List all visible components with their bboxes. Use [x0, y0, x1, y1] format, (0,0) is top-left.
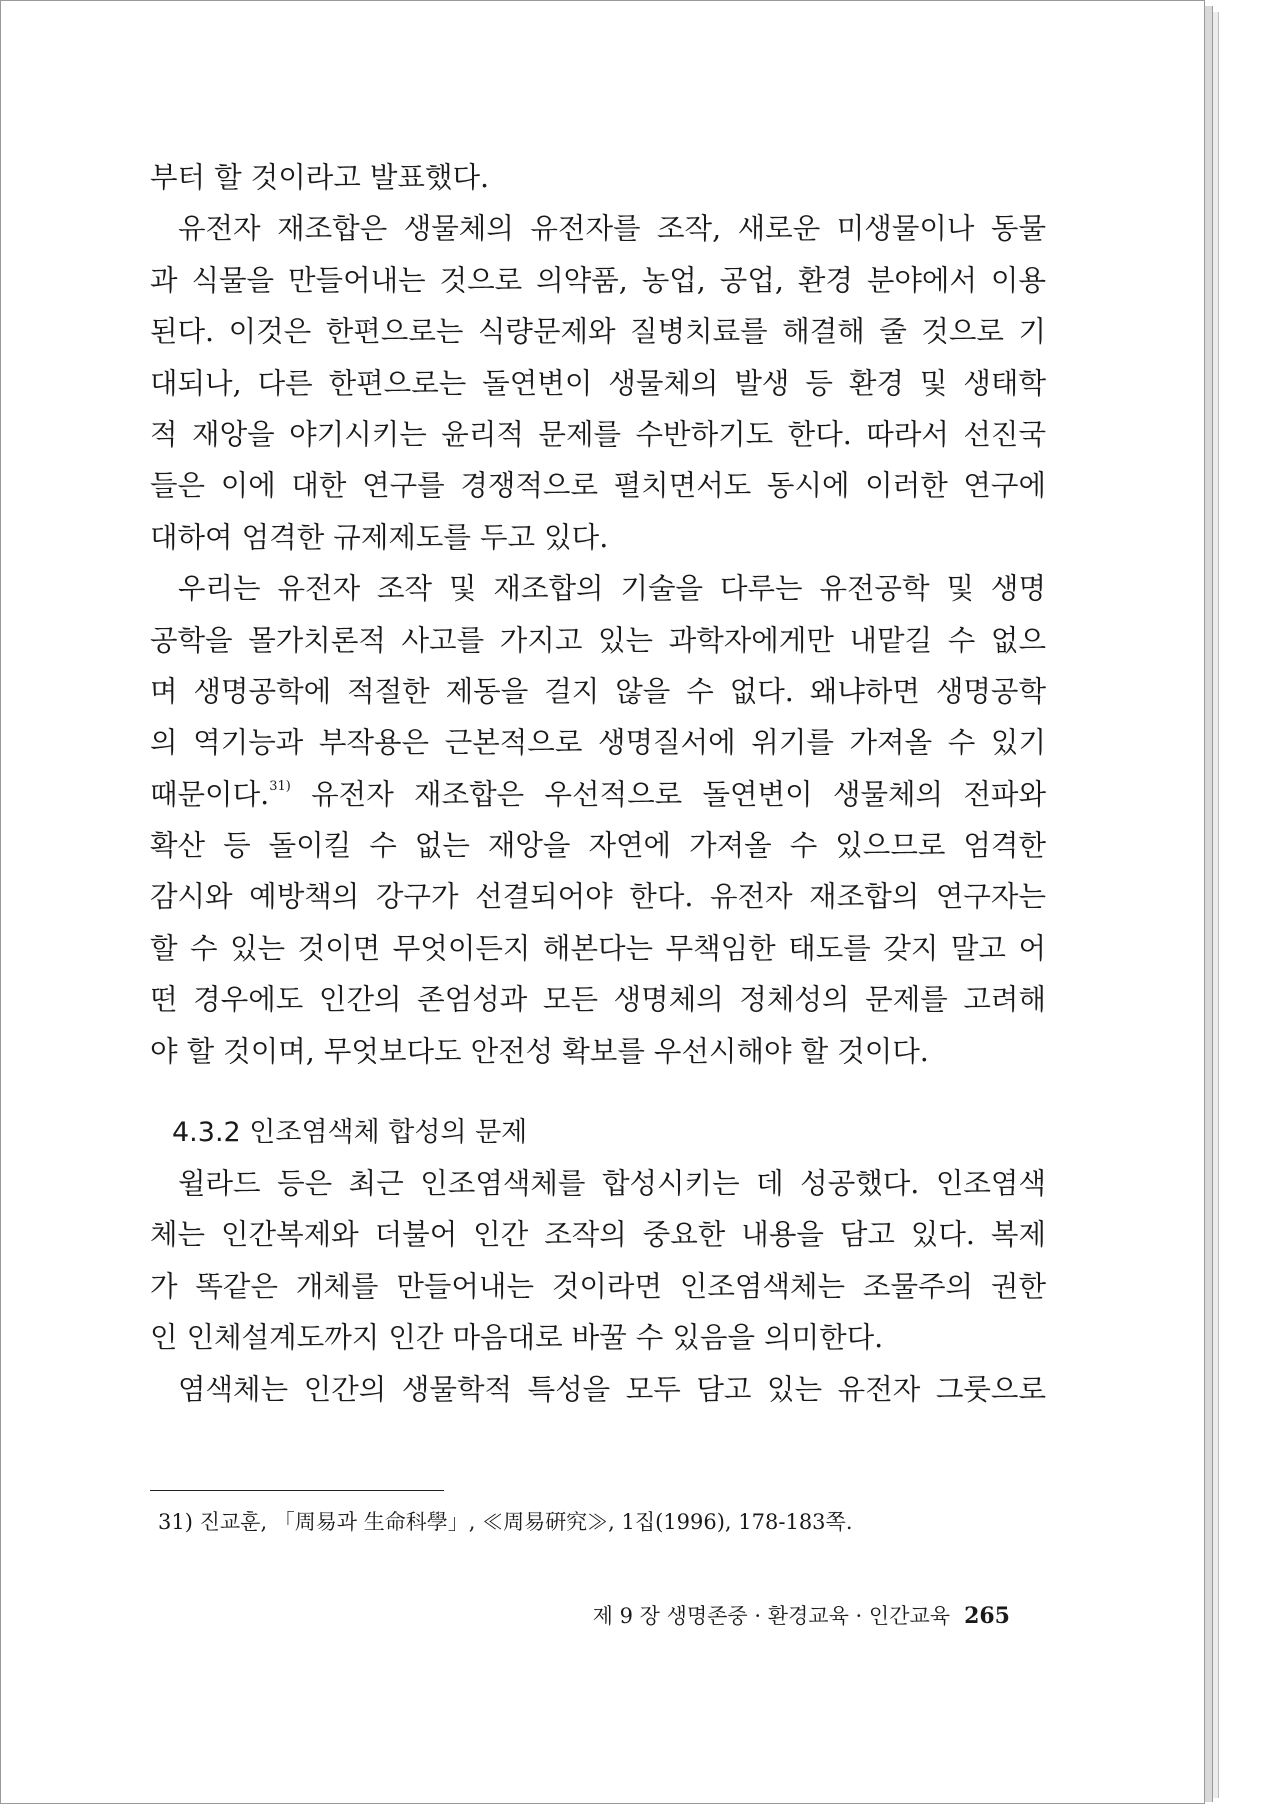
text-line: 할 수 있는 것이면 무엇이든지 해본다는 무책임한 태도를 갖지 말고 어 — [150, 931, 1046, 965]
text-line: 체는 인간복제와 더불어 인간 조작의 중요한 내용을 담고 있다. 복제 — [150, 1218, 1046, 1252]
text-line: 들은 이에 대한 연구를 경쟁적으로 펼치면서도 동시에 이러한 연구에 — [150, 469, 1046, 503]
page-number: 265 — [964, 1603, 1010, 1629]
page-edge-back — [1213, 12, 1219, 1798]
text-line: 적 재앙을 야기시키는 윤리적 문제를 수반하기도 한다. 따라서 선진국 — [150, 417, 1046, 451]
footnote-divider — [150, 1490, 444, 1491]
text-line: 부터 할 것이라고 발표했다. — [150, 161, 490, 194]
text-line: 대되나, 다른 한편으로는 돌연변이 생물체의 발생 등 환경 및 생태학 — [150, 366, 1046, 400]
footnote: 31) 진교훈, 「周易과 生命科學」, ≪周易硏究≫, 1집(1996), 178-183쪽. — [158, 1510, 853, 1534]
text-line: 된다. 이것은 한편으로는 식량문제와 질병치료를 해결해 줄 것으로 기 — [150, 315, 1046, 349]
text-line: 윌라드 등은 최근 인조염색체를 합성시키는 데 성공했다. 인조염색 — [178, 1167, 1046, 1201]
text-line: 공학을 몰가치론적 사고를 가지고 있는 과학자에게만 내맡길 수 없으 — [150, 623, 1046, 657]
text-segment: 때문이다. — [150, 777, 270, 811]
text-line: 유전자 재조합은 생물체의 유전자를 조작, 새로운 미생물이나 동물 — [178, 212, 1046, 246]
text-line: 과 식물을 만들어내는 것으로 의약품, 농업, 공업, 환경 분야에서 이용 — [150, 263, 1046, 297]
text-line: 가 똑같은 개체를 만들어내는 것이라면 인조염색체는 조물주의 권한 — [150, 1269, 1046, 1303]
footnote-reference[interactable]: 31) — [269, 778, 291, 794]
text-line: 며 생명공학에 적절한 제동을 걸지 않을 수 없다. 왜냐하면 생명공학 — [150, 674, 1046, 708]
text-line: 염색체는 인간의 생물학적 특성을 모두 담고 있는 유전자 그룻으로 — [178, 1372, 1046, 1406]
text-line: 감시와 예방책의 강구가 선결되어야 한다. 유전자 재조합의 연구자는 — [150, 880, 1046, 914]
text-line-with-footnote-ref — [150, 769, 1046, 820]
text-line: 우리는 유전자 조작 및 재조합의 기술을 다루는 유전공학 및 생명 — [178, 572, 1046, 606]
text-line: 야 할 것이며, 무엇보다도 안전성 확보를 우선시해야 할 것이다. — [150, 1034, 929, 1068]
running-footer: 제 9 장 생명존중 · 환경교육 · 인간교육 — [592, 1604, 951, 1628]
body-text — [150, 152, 1046, 1415]
page-edge — [1205, 6, 1213, 1802]
text-line: 인 인체설계도까지 인간 마음대로 바꿀 수 있음을 의미한다. — [150, 1321, 884, 1355]
text-segment: 유전자 재조합은 우선적으로 돌연변이 생물체의 전파와 — [290, 777, 1046, 811]
text-line: 확산 등 돌이킬 수 없는 재앙을 자연에 가져올 수 있으므로 엄격한 — [150, 829, 1046, 863]
text-line: 대하여 엄격한 규제제도를 두고 있다. — [150, 520, 609, 554]
text-line: 의 역기능과 부작용은 근본적으로 생명질서에 위기를 가져올 수 있기 — [150, 726, 1046, 760]
text-line: 떤 경우에도 인간의 존엄성과 모든 생명체의 정체성의 문제를 고려해 — [150, 983, 1046, 1017]
section-heading: 4.3.2 인조염색체 합성의 문제 — [172, 1117, 528, 1149]
page-footer — [550, 1596, 1010, 1636]
